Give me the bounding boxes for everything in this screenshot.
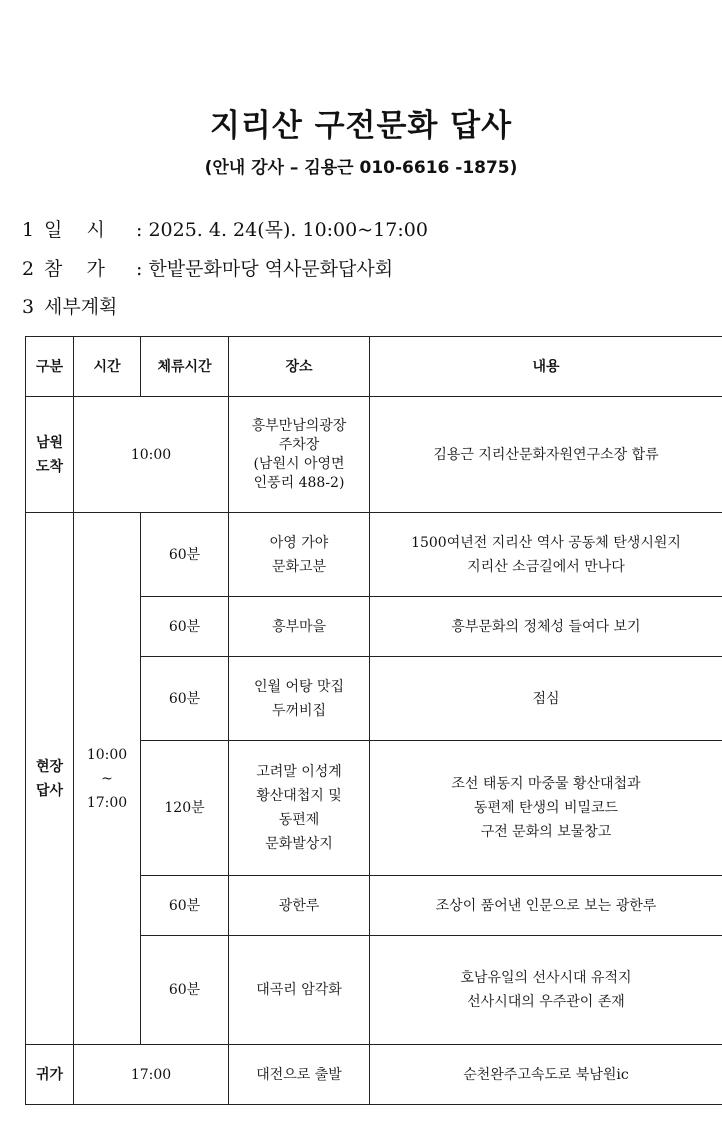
time-cell: 17:00 — [74, 1045, 229, 1105]
content-cell: 1500여년전 지리산 역사 공동체 탄생시원지 지리산 소금길에서 만나다 — [370, 513, 722, 597]
table-row-return — [26, 1045, 722, 1105]
duration-cell: 60분 — [141, 936, 229, 1045]
document-subtitle: (안내 강사 – 김용근 010-6616 -1875) — [204, 158, 518, 178]
place-cell: 인월 어탕 맛집 두꺼비집 — [229, 657, 370, 741]
info-number: 1 — [22, 219, 35, 241]
category-cell: 귀가 — [26, 1045, 74, 1105]
place-cell: 고려말 이성계 황산대첩지 및 동편제 문화발상지 — [229, 741, 370, 876]
info-number: 2 — [22, 258, 35, 280]
content-cell: 점심 — [370, 657, 722, 741]
info-number: 3 — [22, 296, 35, 318]
document-title: 지리산 구전문화 답사 — [209, 108, 513, 144]
content-cell: 흥부문화의 정체성 들여다 보기 — [370, 597, 722, 657]
category-cell: 남원 도착 — [26, 397, 74, 513]
category-cell: 현장 답사 — [26, 513, 74, 1045]
info-plan — [22, 292, 117, 319]
header-category: 구분 — [26, 337, 74, 397]
info-date — [22, 215, 428, 242]
place-cell: 대곡리 암각화 — [229, 936, 370, 1045]
content-cell: 조선 태동지 마중물 황산대첩과 동편제 탄생의 비밀코드 구전 문화의 보물창고 — [370, 741, 722, 876]
table-header-row — [26, 337, 722, 397]
info-key: 세부계획 — [44, 296, 118, 318]
time-range-cell: 10:00 ~ 17:00 — [74, 513, 141, 1045]
duration-cell: 60분 — [141, 876, 229, 936]
info-value: : 2025. 4. 24(목). 10:00~17:00 — [136, 219, 428, 241]
content-cell: 김용근 지리산문화자원연구소장 합류 — [370, 397, 722, 513]
place-cell: 대전으로 출발 — [229, 1045, 370, 1105]
info-participants — [22, 254, 393, 281]
duration-cell: 60분 — [141, 657, 229, 741]
place-cell: 흥부만남의광장 주차장 (남원시 아영면 인풍리 488-2) — [229, 397, 370, 513]
header-place: 장소 — [229, 337, 370, 397]
time-cell: 10:00 — [74, 397, 229, 513]
schedule-table — [25, 336, 722, 1105]
info-key: 참 가 — [44, 258, 105, 280]
content-cell: 조상이 품어낸 인문으로 보는 광한루 — [370, 876, 722, 936]
header-content: 내용 — [370, 337, 722, 397]
info-key: 일 시 — [44, 219, 105, 241]
place-cell: 흥부마을 — [229, 597, 370, 657]
table-row — [26, 513, 722, 597]
content-cell: 호남유일의 선사시대 유적지 선사시대의 우주관이 존재 — [370, 936, 722, 1045]
duration-cell: 120분 — [141, 741, 229, 876]
content-cell: 순천완주고속도로 북남원ic — [370, 1045, 722, 1105]
table-row-arrival — [26, 397, 722, 513]
duration-cell: 60분 — [141, 513, 229, 597]
duration-cell: 60분 — [141, 597, 229, 657]
header-duration: 체류시간 — [141, 337, 229, 397]
place-cell: 아영 가야 문화고분 — [229, 513, 370, 597]
place-cell: 광한루 — [229, 876, 370, 936]
info-value: : 한밭문화마당 역사문화답사회 — [136, 258, 394, 280]
header-time: 시간 — [74, 337, 141, 397]
